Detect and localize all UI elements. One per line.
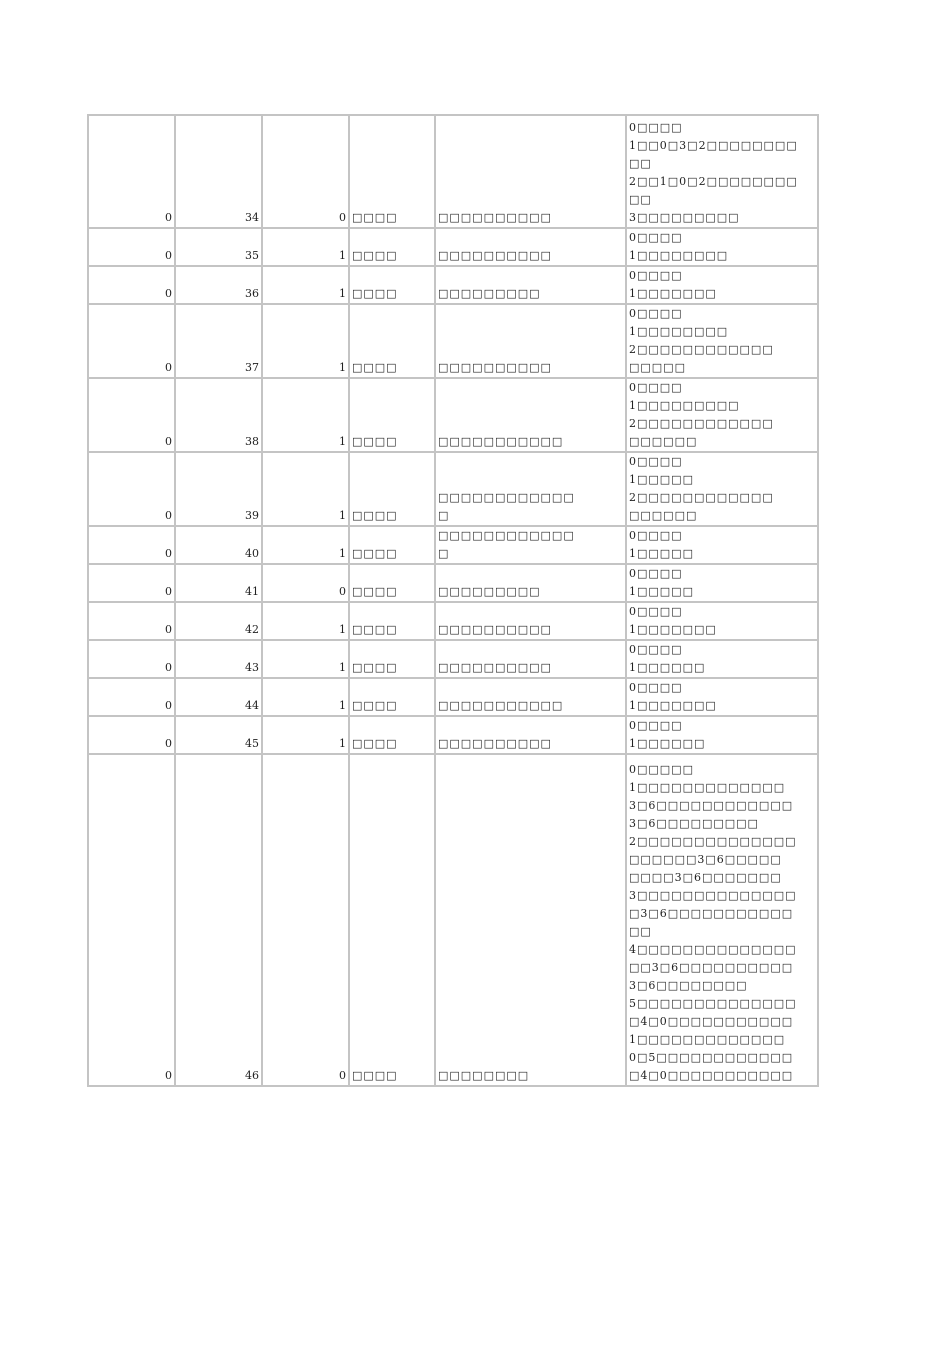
cell-col6-line: 4□□□□□□□□□□□□□□ [629,943,797,956]
cell-col5 [435,452,626,526]
cell-col5: □□□□□□□□□□ [435,716,626,754]
cell-col2: 46 [175,754,262,1086]
cell-col6-line: 1□□□□□□□□ [629,249,729,262]
cell-col6-line: 1□□□□□□□□□□□□□ [629,781,786,794]
cell-col3: 1 [262,716,349,754]
cell-col6 [626,304,818,378]
table-row [88,526,818,564]
cell-col1: 0 [88,266,175,304]
cell-col4: □□□□ [349,266,435,304]
cell-col6 [626,640,818,678]
cell-col1: 0 [88,754,175,1086]
cell-col6-line: 0□□□□ [629,681,683,694]
cell-col1: 0 [88,564,175,602]
cell-col4: □□□□ [349,526,435,564]
table-row [88,266,818,304]
cell-col6-line: 2□□□□□□□□□□□□ [629,491,774,504]
cell-col6-line: 3□□□□□□□□□□□□□□ [629,889,797,902]
cell-col3: 1 [262,526,349,564]
cell-col5: □□□□□□□□□□□ [435,378,626,452]
cell-col4: □□□□ [349,716,435,754]
cell-col6-line: 0□□□□ [629,307,683,320]
cell-col1: 0 [88,602,175,640]
cell-col6-line: 2□□□□□□□□□□□□□□ [629,835,797,848]
cell-col4: □□□□ [349,304,435,378]
table-row [88,452,818,526]
table-body [88,115,818,1086]
cell-col6-line: 1□□□□□□ [629,661,706,674]
cell-col5: □□□□□□□□□□ [435,115,626,228]
cell-col6 [626,228,818,266]
table-row [88,228,818,266]
cell-col6 [626,378,818,452]
cell-col6-line: 1□□□□□□□□□ [629,399,740,412]
cell-col6-line: 3□□□□□□□□□ [629,211,740,224]
cell-col6-line: 3□6□□□□□□□□□□□□ [629,799,794,812]
cell-col6 [626,115,818,228]
cell-col6-line: □□□□□□ [629,435,698,448]
cell-col2: 34 [175,115,262,228]
cell-col3: 1 [262,640,349,678]
table-row [88,678,818,716]
cell-col3: 1 [262,266,349,304]
cell-col2: 39 [175,452,262,526]
cell-col6-line: 1□□□□□□□ [629,287,717,300]
cell-col2: 35 [175,228,262,266]
cell-col6 [626,716,818,754]
cell-col6-line: 0□□□□ [629,643,683,656]
cell-col6-line: 0□5□□□□□□□□□□□□ [629,1051,794,1064]
cell-col1: 0 [88,378,175,452]
cell-col5 [435,526,626,564]
table-row [88,564,818,602]
cell-col3: 1 [262,378,349,452]
cell-col2: 36 [175,266,262,304]
cell-col3: 0 [262,754,349,1086]
cell-col4: □□□□ [349,228,435,266]
cell-col6-line: □□□□□□ [629,509,698,522]
cell-col5: □□□□□□□□□□ [435,228,626,266]
table-row [88,115,818,228]
cell-col1: 0 [88,452,175,526]
cell-col4: □□□□ [349,754,435,1086]
cell-col5: □□□□□□□□□□ [435,304,626,378]
cell-col5: □□□□□□□□□ [435,564,626,602]
cell-col5-line: □ [438,547,450,560]
cell-col6-line: □□□□□ [629,361,686,374]
cell-col6-line: □3□6□□□□□□□□□□□ [629,907,794,920]
cell-col1: 0 [88,304,175,378]
cell-col5-line: □□□□□□□□□□□□ [438,491,575,504]
cell-col3: 0 [262,564,349,602]
cell-col5-line: □ [438,509,450,522]
cell-col1: 0 [88,678,175,716]
cell-col6 [626,754,818,1086]
cell-col6-line: 1□□□□□□□□ [629,325,729,338]
cell-col6-line: □□ [629,925,652,938]
cell-col6-line: 1□□□□□□□□□□□□□ [629,1033,786,1046]
cell-col6-line: 1□□0□3□2□□□□□□□□ [629,139,798,152]
cell-col6 [626,526,818,564]
cell-col6 [626,602,818,640]
cell-col6-line: □4□0□□□□□□□□□□□ [629,1069,794,1082]
cell-col6-line: □□3□6□□□□□□□□□□ [629,961,794,974]
cell-col4: □□□□ [349,452,435,526]
cell-col6-line: 1□□□□□□ [629,737,706,750]
cell-col6-line: 0□□□□ [629,605,683,618]
cell-col1: 0 [88,640,175,678]
cell-col6 [626,564,818,602]
cell-col1: 0 [88,115,175,228]
table-row [88,602,818,640]
cell-col2: 45 [175,716,262,754]
cell-col6-line: □□ [629,157,652,170]
cell-col5: □□□□□□□□□□□ [435,678,626,716]
cell-col2: 40 [175,526,262,564]
cell-col6-line: 0□□□□ [629,381,683,394]
cell-col1: 0 [88,526,175,564]
cell-col5-line: □□□□□□□□□□□□ [438,529,575,542]
cell-col2: 37 [175,304,262,378]
cell-col6-line: □□ [629,193,652,206]
cell-col3: 1 [262,304,349,378]
cell-col6-line: 1□□□□□ [629,547,694,560]
table-row [88,378,818,452]
cell-col6-line: 3□6□□□□□□□□ [629,979,748,992]
cell-col6-line: 0□□□□ [629,567,683,580]
table-row [88,754,818,1086]
cell-col6-line: 0□□□□ [629,529,683,542]
cell-col6-line: 0□□□□□ [629,763,694,776]
cell-col2: 43 [175,640,262,678]
cell-col3: 0 [262,115,349,228]
cell-col1: 0 [88,716,175,754]
cell-col6-line: 2□□□□□□□□□□□□ [629,343,774,356]
cell-col6 [626,452,818,526]
cell-col6-line: 0□□□□ [629,121,683,134]
cell-col6-line: 1□□□□□□□ [629,699,717,712]
cell-col5: □□□□□□□□□ [435,266,626,304]
cell-col6-line: 0□□□□ [629,269,683,282]
cell-col3: 1 [262,678,349,716]
table-row [88,304,818,378]
cell-col6-line: 0□□□□ [629,719,683,732]
cell-col1: 0 [88,228,175,266]
cell-col4: □□□□ [349,678,435,716]
cell-col4: □□□□ [349,378,435,452]
cell-col4: □□□□ [349,564,435,602]
cell-col6-line: 0□□□□ [629,455,683,468]
cell-col6-line: 2□□1□0□2□□□□□□□□ [629,175,798,188]
cell-col6-line: □□□□3□6□□□□□□□ [629,871,782,884]
cell-col6-line: 1□□□□□ [629,473,694,486]
cell-col5: □□□□□□□□□□ [435,640,626,678]
data-table [87,114,819,1087]
cell-col6-line: 0□□□□ [629,231,683,244]
cell-col4: □□□□ [349,115,435,228]
cell-col3: 1 [262,452,349,526]
cell-col2: 38 [175,378,262,452]
cell-col6 [626,678,818,716]
cell-col6 [626,266,818,304]
cell-col6-line: 5□□□□□□□□□□□□□□ [629,997,797,1010]
cell-col4: □□□□ [349,602,435,640]
cell-col6-line: 1□□□□□ [629,585,694,598]
cell-col3: 1 [262,228,349,266]
cell-col6-line: □□□□□□3□6□□□□□ [629,853,782,866]
cell-col2: 41 [175,564,262,602]
cell-col5: □□□□□□□□ [435,754,626,1086]
cell-col6-line: 2□□□□□□□□□□□□ [629,417,774,430]
cell-col2: 44 [175,678,262,716]
cell-col6-line: 1□□□□□□□ [629,623,717,636]
cell-col3: 1 [262,602,349,640]
table-row [88,716,818,754]
table-row [88,640,818,678]
cell-col6-line: 3□6□□□□□□□□□ [629,817,759,830]
cell-col6-line: □4□0□□□□□□□□□□□ [629,1015,794,1028]
cell-col5: □□□□□□□□□□ [435,602,626,640]
cell-col4: □□□□ [349,640,435,678]
cell-col2: 42 [175,602,262,640]
